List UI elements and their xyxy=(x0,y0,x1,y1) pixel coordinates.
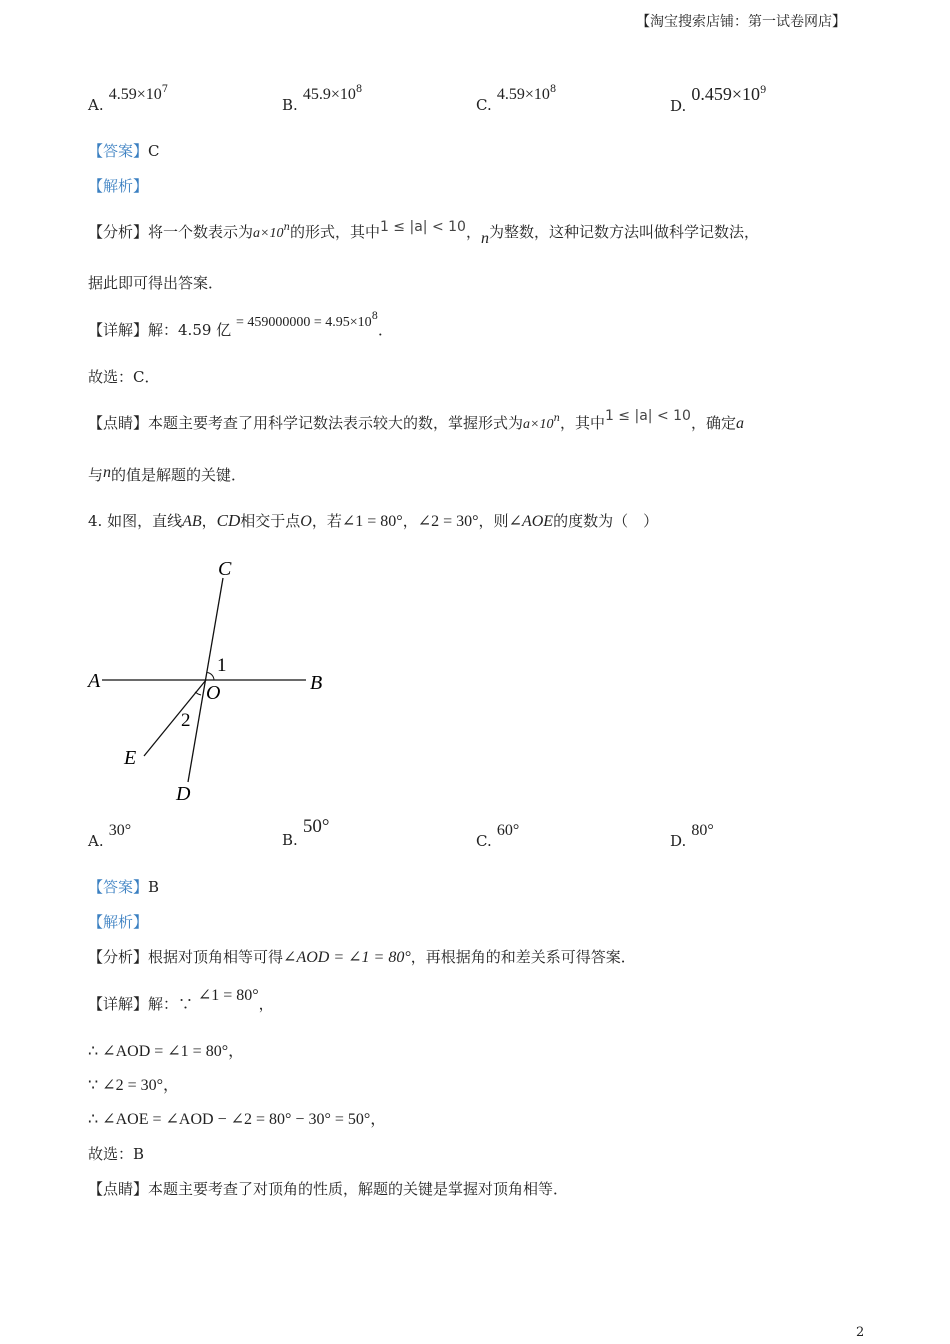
q3-option-c: C. $4.59\times 10^8$ xyxy=(476,84,557,114)
q3-dianjing: 【点睛】本题主要考查了用科学记数法表示较大的数，掌握形式为$a\times 10^n$，其中1 ≤ |a| < 10，确定a xyxy=(88,408,744,432)
ray-oe xyxy=(144,680,206,756)
label-angle-2: 2 xyxy=(181,710,191,731)
label-d: D xyxy=(176,783,191,805)
q4-xiangjie: 【详解】解：∵ ∠1 = 80°， xyxy=(88,987,274,1013)
q3-jiexi-tag: 【解析】 xyxy=(88,177,149,195)
q3-fenxi-line2: 据此即可得出答案． xyxy=(88,274,224,292)
q3-dianjing-line2: 与n的值是解题的关键． xyxy=(88,464,247,484)
label-e: E xyxy=(124,747,137,769)
angle-2-arc xyxy=(195,692,201,695)
q3-xiangjie: 【详解】解：4.59 亿 = $459000000 = 4.95\times 10^8$． xyxy=(88,311,394,339)
q3-fenxi: 【分析】将一个数表示为$a\times 10^n$的形式，其中1 ≤ |a| < 10，n为整数，这种记数方法叫做科学记数法， xyxy=(88,219,759,247)
q3-option-a: A. $4.59\times 10^7$ xyxy=(88,84,169,114)
q4-step-2: ∵ ∠2 = 30°， xyxy=(88,1077,180,1094)
angle-1-arc xyxy=(208,673,215,681)
q3-option-d: D. $0.459\times 10^9$ xyxy=(670,84,767,115)
q4-option-a: A. 30° xyxy=(88,822,132,850)
q3-option-b: B. $45.9\times 10^8$ xyxy=(282,84,363,114)
label-o: O xyxy=(206,682,221,704)
q3-answer: 【答案】C xyxy=(88,142,160,160)
label-angle-1: 1 xyxy=(217,655,227,676)
q4-option-c: C. 60° xyxy=(476,822,520,850)
q4-dianjing: 【点睛】本题主要考查了对顶角的性质，解题的关键是掌握对顶角相等． xyxy=(88,1180,569,1198)
q3-guxuan: 故选：C． xyxy=(88,368,160,386)
q4-answer: 【答案】B xyxy=(88,878,160,896)
q4-fenxi: 【分析】根据对顶角相等可得∠AOD = ∠1 = 80°，再根据角的和差关系可得答案． xyxy=(88,948,636,966)
q4-jiexi-tag: 【解析】 xyxy=(88,913,149,931)
label-b: B xyxy=(310,672,323,694)
q4-stem: 4. 如图，直线AB，CD相交于点O，若∠1 = 80°，∠2 = 30°，则∠AOE的度数为（ ） xyxy=(88,511,659,530)
q4-step-3: ∴ ∠AOE = ∠AOD − ∠2 = 80° − 30° = 50°， xyxy=(88,1111,387,1128)
q4-option-b: B. 50° xyxy=(282,816,330,849)
header-shop: 【淘宝搜索店铺：第一试卷网店】 xyxy=(636,14,846,30)
page-number: 2 xyxy=(856,1325,865,1340)
q4-figure xyxy=(80,550,340,810)
label-a: A xyxy=(88,670,101,692)
q4-step-1: ∴ ∠AOD = ∠1 = 80°， xyxy=(88,1043,245,1060)
label-c: C xyxy=(218,558,232,580)
q4-guxuan: 故选：B xyxy=(88,1145,145,1163)
q4-option-d: D. 80° xyxy=(670,822,714,850)
